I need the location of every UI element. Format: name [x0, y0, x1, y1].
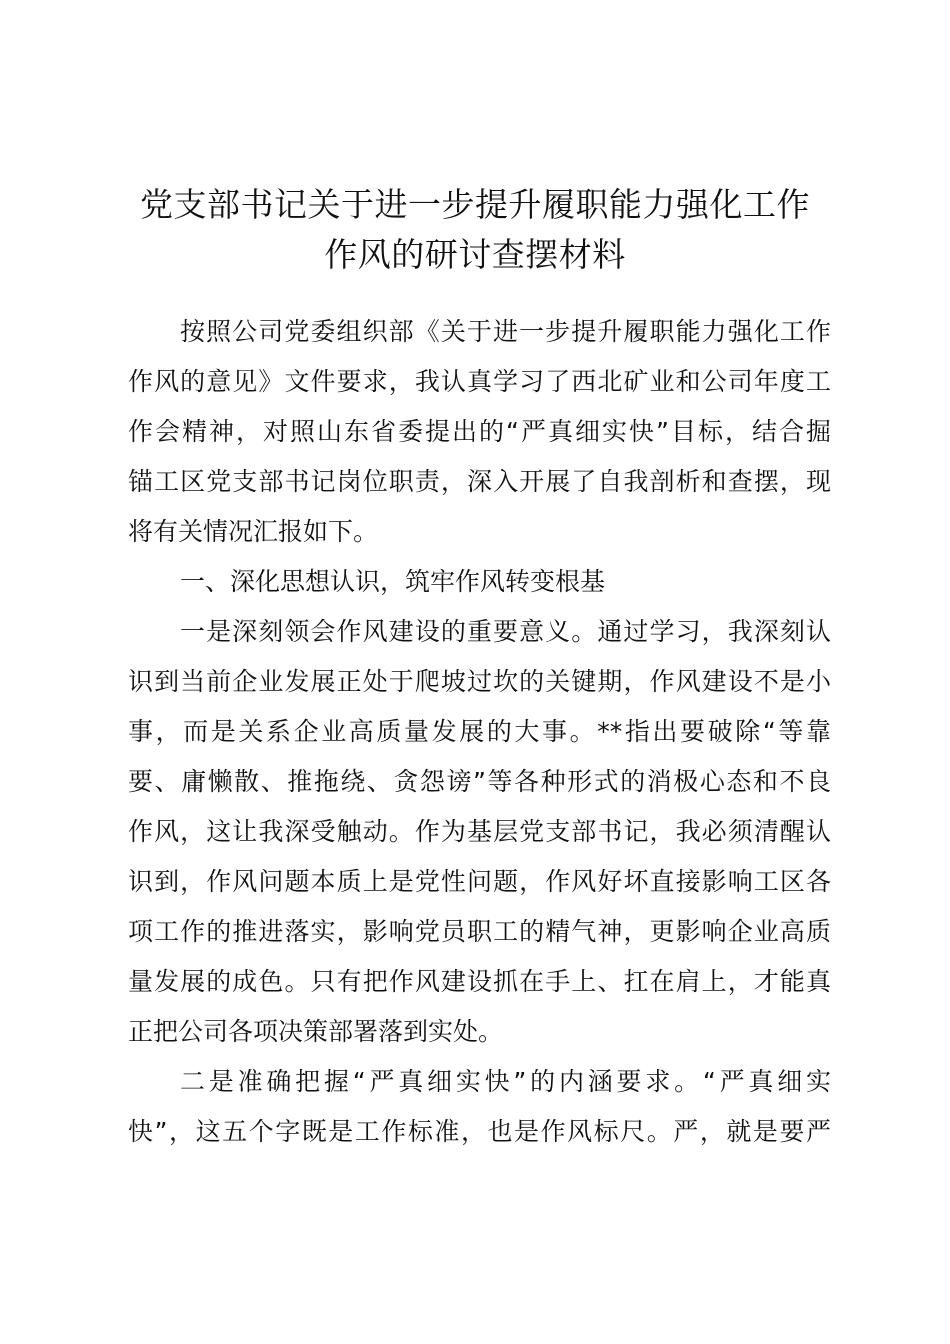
body-line: 识到当前企业发展正处于爬坡过坎的关键期，作风建设不是小: [128, 667, 831, 696]
title-line-2: 作风的研讨查摆材料: [324, 235, 626, 274]
body-line: 正把公司各项决策部署落到实处。: [128, 1017, 504, 1046]
body-line: 按照公司党委组织部《关于进一步提升履职能力强化工作: [180, 317, 831, 346]
body-line: 锚工区党支部书记岗位职责，深入开展了自我剖析和查摆，现: [128, 467, 831, 496]
body-line: 识到，作风问题本质上是党性问题，作风好坏直接影响工区各: [128, 867, 831, 896]
body-line: 二是准确把握“严真细实快”的内涵要求。“严真细实: [180, 1067, 831, 1096]
body-line: 将有关情况汇报如下。: [128, 517, 379, 546]
body-line: 项工作的推进落实，影响党员职工的精气神，更影响企业高质: [128, 917, 831, 946]
document-title: [100, 180, 850, 280]
body-line: 事，而是关系企业高质量发展的大事。**指出要破除“等靠: [128, 717, 831, 746]
body-line: 作风的意见》文件要求，我认真学习了西北矿业和公司年度工: [128, 367, 831, 396]
body-line: 一是深刻领会作风建设的重要意义。通过学习，我深刻认: [180, 617, 831, 646]
body-line: 作会精神，对照山东省委提出的“严真细实快”目标，结合掘: [128, 417, 831, 446]
body-line: 作风，这让我深受触动。作为基层党支部书记，我必须清醒认: [128, 817, 831, 846]
title-line-1: 党支部书记关于进一步提升履职能力强化工作: [140, 185, 810, 224]
document-body: [128, 307, 831, 1157]
body-line: 量发展的成色。只有把作风建设抓在手上、扛在肩上，才能真: [128, 967, 831, 996]
body-line: 要、庸懒散、推拖绕、贪怨谤”等各种形式的消极心态和不良: [128, 767, 831, 796]
body-line: 快”，这五个字既是工作标准，也是作风标尺。严，就是要严: [128, 1117, 831, 1146]
section-heading: 一、深化思想认识，筑牢作风转变根基: [180, 567, 606, 596]
